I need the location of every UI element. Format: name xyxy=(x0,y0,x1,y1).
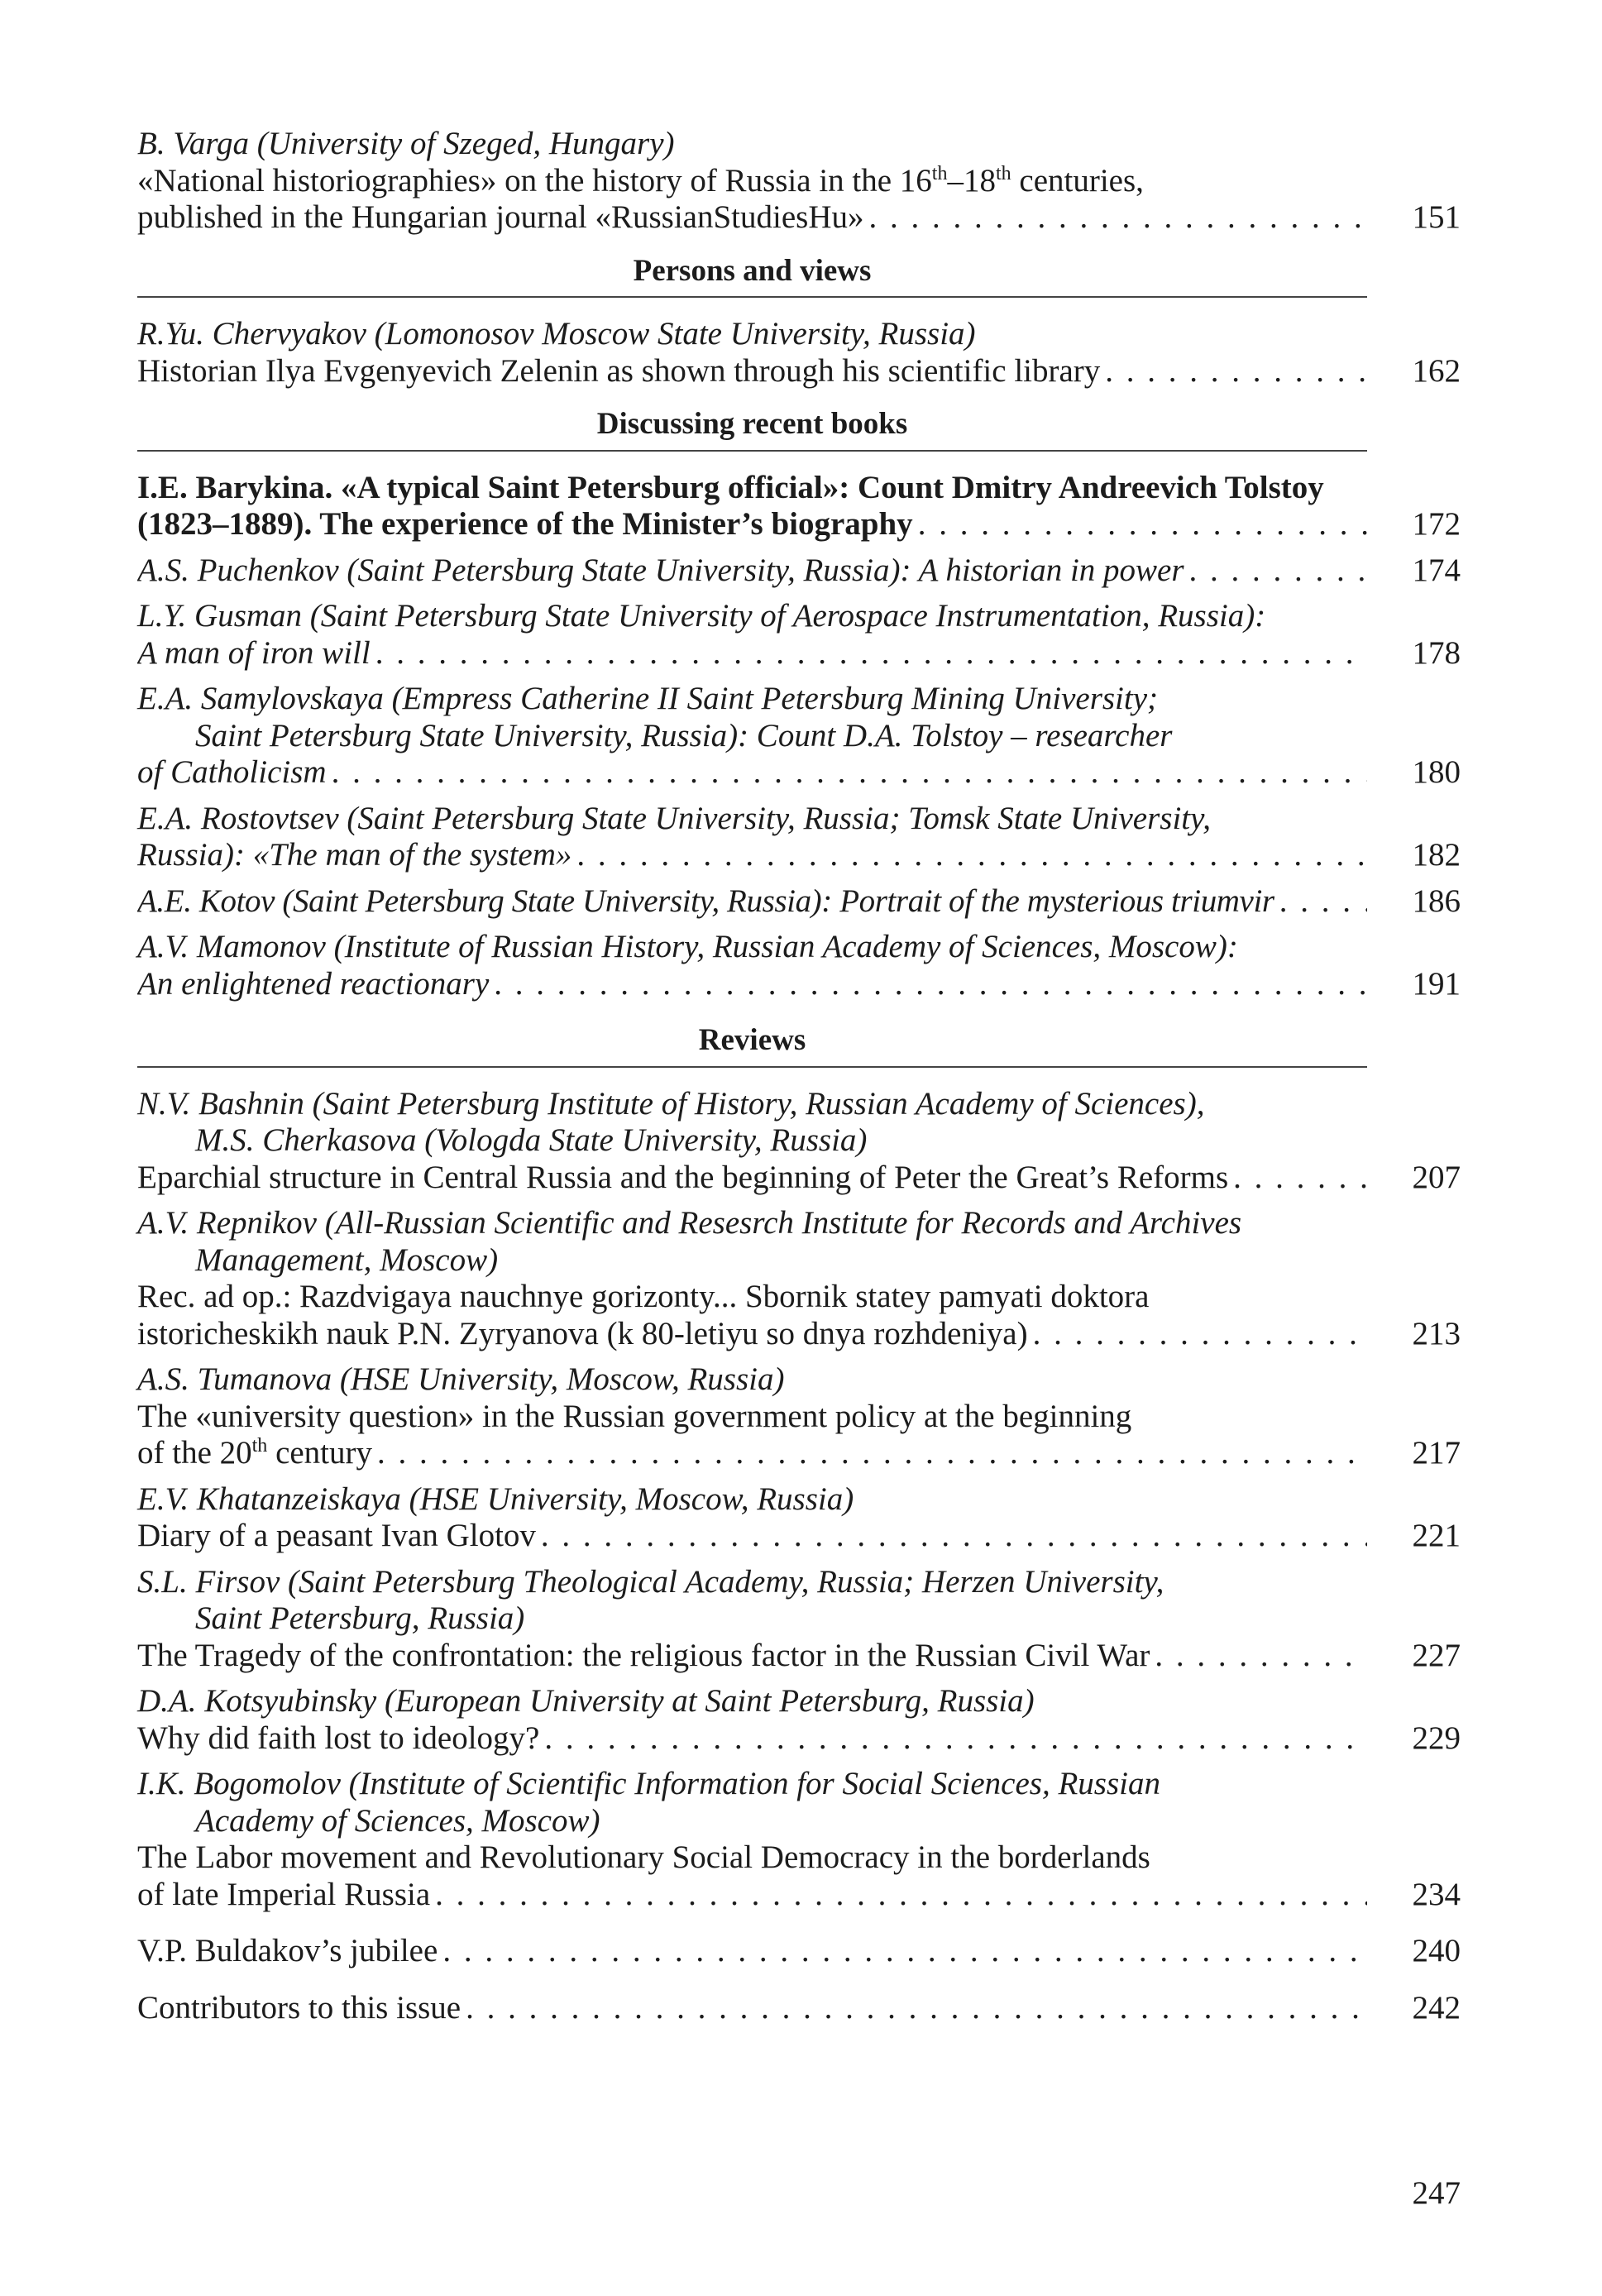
page-number: 207 xyxy=(1412,1159,1461,1195)
toc-entry-puchenkov xyxy=(137,552,1461,590)
entry-title-line: «National historiographies» on the history of Russia in the 16th–18th centuries, xyxy=(137,162,1144,199)
entry-author: I.K. Bogomolov (Institute of Scientific Information for Social Sciences, Russian xyxy=(137,1766,1160,1801)
entry-author: A.V. Mamonov (Institute of Russian History, Russian Academy of Sciences, Moscow): xyxy=(137,929,1238,964)
page-number: 182 xyxy=(1412,837,1461,873)
entry-title-line: istoricheskikh nauk P.N. Zyryanova (k 80-letiyu so dnya rozhdeniya) . . . xyxy=(137,1316,1367,1353)
toc-entry-tumanova xyxy=(137,1361,1461,1472)
toc-entry-gusman xyxy=(137,598,1461,672)
entry-author: Saint Petersburg State University, Russia): Count D.A. Tolstoy – researcher xyxy=(195,717,1173,753)
section-heading-persons: Persons and views xyxy=(137,253,1367,299)
entry-title-line: Why did faith lost to ideology? . . . xyxy=(137,1720,1367,1758)
page-number: 162 xyxy=(1412,352,1461,389)
toc-entry-barykina xyxy=(137,470,1461,543)
entry-title-line: A.E. Kotov (Saint Petersburg State University, Russia): Portrait of the mysterious triumvir . . . xyxy=(137,883,1367,921)
page-number: 227 xyxy=(1412,1637,1461,1673)
page-number: 191 xyxy=(1412,965,1461,1002)
entry-author: Management, Moscow) xyxy=(195,1241,499,1278)
table-of-contents xyxy=(137,126,1461,2035)
entry-title-line: of late Imperial Russia . . . xyxy=(137,1877,1367,1914)
entry-title-line: Russia): «The man of the system» . . . xyxy=(137,837,1367,874)
page-number: 221 xyxy=(1412,1518,1461,1553)
entry-title-line: A.S. Puchenkov (Saint Petersburg State University, Russia): A historian in power . . . xyxy=(137,552,1367,590)
toc-entry-khatanzeiskaya xyxy=(137,1481,1461,1555)
entry-author: E.A. Samylovskaya (Empress Catherine II Saint Petersburg Mining University; xyxy=(137,681,1159,716)
page-number: 174 xyxy=(1412,552,1461,588)
toc-entry-repnikov xyxy=(137,1205,1461,1352)
entry-title-line: The Labor movement and Revolutionary Social Democracy in the borderlands xyxy=(137,1839,1150,1875)
toc-entry-mamonov xyxy=(137,929,1461,1002)
page-number: 172 xyxy=(1412,506,1461,542)
folio-page-number: 247 xyxy=(1412,2175,1461,2211)
entry-title-line: published in the Hungarian journal «RussianStudiesHu» . . . xyxy=(137,199,1367,237)
entry-title-line: An enlightened reactionary . . . xyxy=(137,966,1367,1003)
toc-entry-bashnin xyxy=(137,1086,1461,1197)
toc-entry-firsov xyxy=(137,1564,1461,1675)
entry-author: A.S. Tumanova (HSE University, Moscow, Russia) xyxy=(137,1361,785,1397)
toc-entry-rostovtsev xyxy=(137,801,1461,874)
page-number: 178 xyxy=(1412,634,1461,671)
page-number: 240 xyxy=(1412,1933,1461,1968)
entry-title-line: Diary of a peasant Ivan Glotov . . . xyxy=(137,1518,1367,1555)
toc-entry-kotov xyxy=(137,883,1461,921)
entry-author: S.L. Firsov (Saint Petersburg Theological Academy, Russia; Herzen University, xyxy=(137,1563,1164,1600)
entry-author: M.S. Cherkasova (Vologda State University, Russia) xyxy=(195,1122,868,1158)
page-number: 151 xyxy=(1412,199,1461,235)
entry-title-line: V.P. Buldakov’s jubilee . . . xyxy=(137,1933,1367,1970)
entry-author: E.A. Rostovtsev (Saint Petersburg State University, Russia; Tomsk State University, xyxy=(137,800,1212,836)
entry-author: L.Y. Gusman (Saint Petersburg State University of Aerospace Instrumentation, Russia): xyxy=(137,598,1266,634)
toc-entry-contributors xyxy=(137,1990,1461,2027)
toc-entry-buldakov xyxy=(137,1933,1461,1970)
toc-entry-chervyakov xyxy=(137,316,1461,390)
entry-title-line: (1823–1889). The experience of the Minister’s biography . . . xyxy=(137,506,1367,543)
entry-author: Academy of Sciences, Moscow) xyxy=(195,1802,600,1839)
page-number: 213 xyxy=(1412,1315,1461,1351)
page-number: 180 xyxy=(1412,754,1461,790)
entry-title-line: The «university question» in the Russian government policy at the beginning xyxy=(137,1398,1132,1434)
entry-title-line: A man of iron will . . . xyxy=(137,635,1367,672)
entry-author: D.A. Kotsyubinsky (European University at Saint Petersburg, Russia) xyxy=(137,1683,1035,1719)
entry-author: B. Varga (University of Szeged, Hungary) xyxy=(137,126,675,161)
entry-author: A.V. Repnikov (All-Russian Scientific and Resesrch Institute for Records and Archives xyxy=(137,1205,1242,1241)
entry-title-line: Contributors to this issue . . . xyxy=(137,1990,1367,2027)
entry-title-line: Eparchial structure in Central Russia and the beginning of Peter the Great’s Reforms . . . xyxy=(137,1160,1367,1197)
toc-entry-samylovskaya xyxy=(137,681,1461,792)
entry-title-line: Rec. ad op.: Razdvigaya nauchnye gorizonty... Sbornik statey pamyati doktora xyxy=(137,1279,1150,1314)
page-number: 186 xyxy=(1412,883,1461,919)
toc-entry-bogomolov xyxy=(137,1766,1461,1913)
toc-entry-kotsyubinsky xyxy=(137,1683,1461,1757)
entry-author: R.Yu. Chervyakov (Lomonosov Moscow State University, Russia) xyxy=(137,316,976,352)
section-heading-reviews: Reviews xyxy=(137,1022,1367,1068)
entry-title-line: of the 20th century . . . xyxy=(137,1435,1367,1472)
page-number: 242 xyxy=(1412,1989,1461,2026)
entry-title-line: I.E. Barykina. «A typical Saint Petersburg official»: Count Dmitry Andreevich Tolstoy xyxy=(137,469,1324,505)
toc-entry-varga xyxy=(137,126,1461,237)
entry-author: Saint Petersburg, Russia) xyxy=(195,1600,525,1636)
entry-author: N.V. Bashnin (Saint Petersburg Institute of History, Russian Academy of Sciences), xyxy=(137,1085,1205,1122)
page-number: 229 xyxy=(1412,1720,1461,1756)
page-number: 217 xyxy=(1412,1435,1461,1471)
entry-title-line: of Catholicism . . . xyxy=(137,754,1367,792)
entry-title-line: Historian Ilya Evgenyevich Zelenin as shown through his scientific library . . . xyxy=(137,353,1367,390)
section-heading-discussing: Discussing recent books xyxy=(137,406,1367,452)
entry-author: E.V. Khatanzeiskaya (HSE University, Moscow, Russia) xyxy=(137,1480,854,1517)
entry-title-line: The Tragedy of the confrontation: the religious factor in the Russian Civil War . . . xyxy=(137,1638,1367,1675)
page-number: 234 xyxy=(1412,1876,1461,1912)
